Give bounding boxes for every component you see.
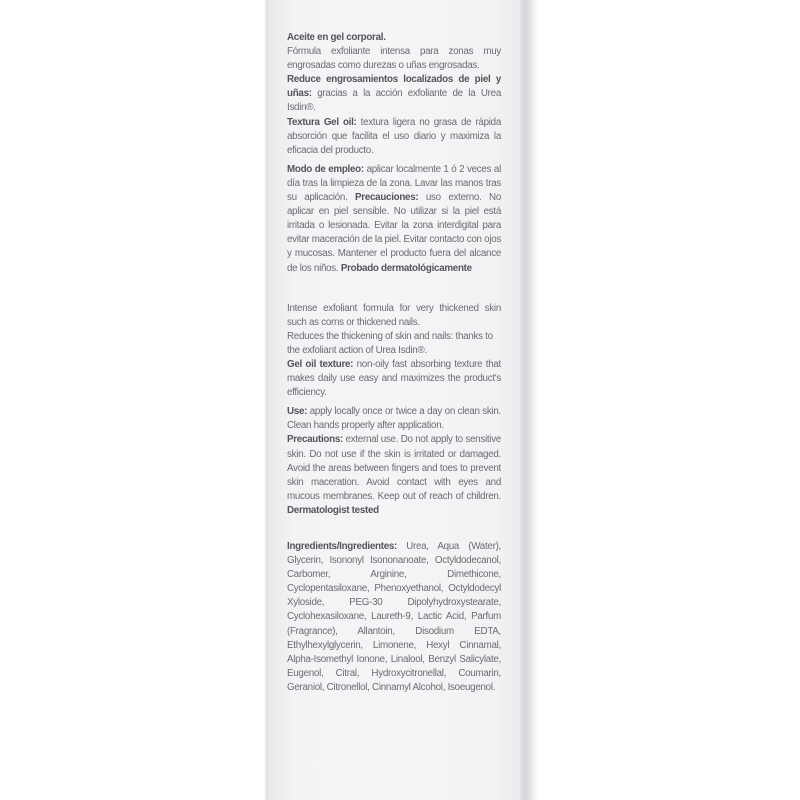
- es-reduce-paragraph: [287, 73, 501, 115]
- es-use-text: aplicar localmente 1 ó 2 veces al día tras la limpieza de la zona. Lavar las manos tras su aplicación.: [287, 163, 501, 204]
- es-reduce-text: gracias a la acción exfoliante de la Urea Isdin®.: [287, 88, 501, 114]
- es-tested-label: Probado dermatológicamente: [340, 262, 472, 274]
- en-texture-paragraph: [287, 358, 501, 400]
- box-right-edge: [520, 0, 538, 800]
- en-texture-text: non-oily fast absorbing texture that makes daily use easy and maximizes the product's efficiency.: [287, 358, 501, 399]
- es-texture-text: textura ligera no grasa de rápida absorción que facilita el uso diario y maximiza la eficacia del producto.: [287, 116, 501, 156]
- es-texture-paragraph: [287, 116, 501, 158]
- es-precautions-text: uso externo. No aplicar en piel sensible. No utilizar si la piel está irritada o lesionada. Evitar la zona interdigital para evitar maceración de la piel. Evitar contacto con ojos y mucosas. Mantener el producto fuera del alcance de los niños.: [287, 192, 501, 274]
- en-use-text: apply locally once or twice a day on clean skin. Clean hands properly after application.: [287, 406, 501, 432]
- es-reduce-label: Reduce engrosamientos localizados de piel y uñas:: [287, 74, 501, 100]
- en-reduce-text: Reduces the thickening of skin and nails: thanks to the exfoliant action of Urea Isdin®.: [287, 330, 493, 356]
- es-intro: Fórmula exfoliante intensa para zonas muy engrosadas como durezas o uñas engrosadas.: [287, 46, 501, 72]
- en-tested-label: Dermatologist tested: [287, 504, 379, 516]
- en-precautions-text: external use. Do not apply to sensitive skin. Do not use if the skin is irritated or damaged. Avoid the areas between fingers and toes to prevent skin maceration. Avoid contact with eyes and mucous membranes. Keep out of reach of children.: [287, 434, 501, 502]
- es-use-paragraph: [287, 163, 501, 276]
- es-use-label: Modo de empleo:: [287, 163, 364, 175]
- ingredients-label: Ingredients/Ingredientes:: [287, 541, 398, 552]
- label-text-block: [287, 31, 501, 695]
- en-use-label: Use:: [287, 406, 308, 418]
- en-precautions-paragraph: [287, 433, 501, 518]
- en-intro: Intense exfoliant formula for very thickened skin such as corns or thickened nails.: [287, 302, 501, 328]
- ingredients-list: Urea, Aqua (Water), Glycerin, Isononyl Isononanoate, Octyldodecanol, Carbomer, Arginine, Dimethicone, Cyclopentasiloxane, Phenoxyethanol, Octyldodecyl Xyloside, PEG-30 Dipolyhydroxystearate, Cyclohexasiloxane, Laureth-9, Lactic Acid, Parfum (Fragrance), Allantoin, Disodium EDTA, Ethylhexylglycerin, Limonene, Hexyl Cinnamal, Alpha-Isomethyl Ionone, Linalool, Benzyl Salicylate, Eugenol, Citral, Hydroxycitronellal, Coumarin, Geraniol, Citronellol, Cinnamyl Alcohol, Isoeugenol.: [287, 541, 501, 693]
- en-use-paragraph: [287, 405, 501, 433]
- en-precautions-label: Precautions:: [287, 434, 343, 446]
- ingredients-paragraph: [287, 540, 501, 695]
- es-precautions-label: Precauciones:: [355, 192, 419, 204]
- en-texture-label: Gel oil texture:: [287, 358, 354, 370]
- es-title: Aceite en gel corporal.: [287, 32, 386, 43]
- es-texture-label: Textura Gel oil:: [287, 116, 357, 128]
- es-title-paragraph: [287, 31, 501, 45]
